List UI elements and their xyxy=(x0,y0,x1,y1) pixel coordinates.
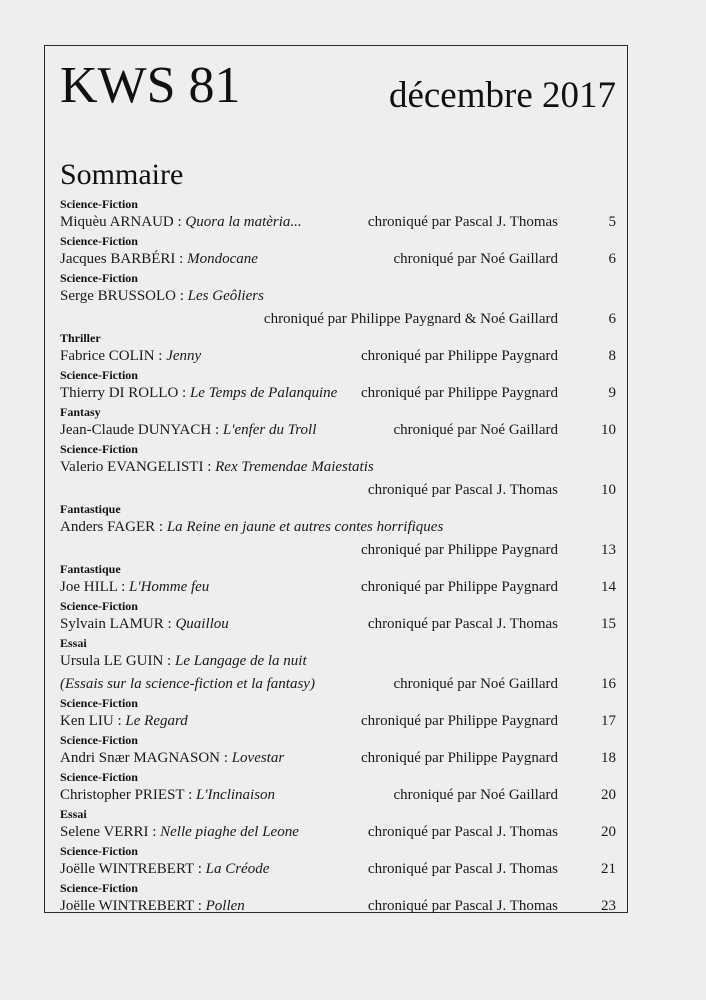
entry-chronicler: chroniqué par Philippe Paygnard xyxy=(360,348,558,364)
toc-entry xyxy=(60,696,616,733)
entry-genre: Science-Fiction xyxy=(60,197,138,211)
entry-title: Jenny xyxy=(166,348,202,364)
toc-entry xyxy=(60,234,616,271)
entry-line xyxy=(60,456,616,479)
entry-genre: Fantasy xyxy=(60,405,101,419)
entry-title: Rex Tremendae Maiestatis xyxy=(215,459,374,475)
entry-genre: Essai xyxy=(60,807,87,821)
entry-genre: Science-Fiction xyxy=(60,599,138,613)
toc-entry xyxy=(60,368,616,405)
entry-chronicler: chroniqué par Pascal J. Thomas xyxy=(367,616,558,632)
entry-line xyxy=(60,285,616,308)
entry-line xyxy=(60,895,616,918)
entry-chronicler: chroniqué par Noé Gaillard xyxy=(393,251,558,267)
entry-author: Ursula LE GUIN : xyxy=(60,653,175,669)
entry-line xyxy=(60,419,616,442)
entry-page: 18 xyxy=(601,750,616,766)
entry-line xyxy=(60,516,616,539)
entry-line xyxy=(60,382,616,405)
toc-entry xyxy=(60,599,616,636)
entry-author: Christopher PRIEST : xyxy=(60,787,196,803)
entry-author: Sylvain LAMUR : xyxy=(60,616,176,632)
entry-genre: Essai xyxy=(60,636,87,650)
toc-entry xyxy=(60,442,616,502)
entry-chronicler: chroniqué par Noé Gaillard xyxy=(393,787,558,803)
toc-heading: Sommaire xyxy=(60,158,184,191)
toc-entry xyxy=(60,562,616,599)
entry-author: Valerio EVANGELISTI : xyxy=(60,459,216,475)
entry-line xyxy=(60,821,616,844)
entry-chronicler: chroniqué par Noé Gaillard xyxy=(393,676,558,692)
entry-line xyxy=(60,858,616,881)
entry-title: La Reine en jaune et autres contes horrifiques xyxy=(166,519,444,535)
entry-title: L'Homme feu xyxy=(129,579,210,595)
entry-chronicler: chroniqué par Philippe Paygnard xyxy=(360,750,558,766)
entry-title: L'Inclinaison xyxy=(195,787,276,803)
entry-author: Ken LIU : xyxy=(60,713,126,729)
entry-line xyxy=(60,539,616,562)
entry-page: 16 xyxy=(601,676,616,692)
entry-title: La Créode xyxy=(205,861,270,877)
entry-author: Miquèu ARNAUD : xyxy=(60,214,186,230)
entry-line xyxy=(60,211,616,234)
entry-line xyxy=(60,747,616,770)
entry-page: 13 xyxy=(601,542,616,558)
toc-entry xyxy=(60,502,616,562)
entry-title: Le Temps de Palanquine xyxy=(189,385,338,401)
entry-genre: Fantastique xyxy=(60,502,121,516)
header xyxy=(60,57,616,120)
entry-genre: Science-Fiction xyxy=(60,271,138,285)
entry-genre: Science-Fiction xyxy=(60,770,138,784)
entry-page: 20 xyxy=(601,824,616,840)
entry-author: Thierry DI ROLLO : xyxy=(60,385,190,401)
entry-page: 8 xyxy=(608,348,616,364)
entry-line xyxy=(60,650,616,673)
entry-subtitle: (Essais sur la science-fiction et la fantasy) xyxy=(60,676,315,692)
entry-line xyxy=(60,308,616,331)
entry-chronicler: chroniqué par Pascal J. Thomas xyxy=(367,898,558,914)
entry-page: 21 xyxy=(601,861,616,877)
entry-chronicler: chroniqué par Philippe Paygnard xyxy=(360,542,558,558)
entry-chronicler: chroniqué par Pascal J. Thomas xyxy=(367,861,558,877)
issue-date: décembre 2017 xyxy=(388,75,616,116)
entry-line xyxy=(60,673,616,696)
entry-line xyxy=(60,784,616,807)
entry-title: Le Regard xyxy=(125,713,188,729)
toc-list xyxy=(60,197,616,918)
entry-title: Pollen xyxy=(205,898,245,914)
entry-chronicler: chroniqué par Pascal J. Thomas xyxy=(367,482,558,498)
entry-author: Fabrice COLIN : xyxy=(60,348,167,364)
entry-genre: Science-Fiction xyxy=(60,844,138,858)
entry-page: 10 xyxy=(601,422,616,438)
entry-page: 6 xyxy=(608,251,616,267)
entry-title: Quora la matèria... xyxy=(185,214,302,230)
entry-genre: Science-Fiction xyxy=(60,696,138,710)
entry-line xyxy=(60,576,616,599)
entry-title: L'enfer du Troll xyxy=(222,422,317,438)
toc-entry xyxy=(60,405,616,442)
entry-author: Serge BRUSSOLO : xyxy=(60,288,188,304)
entry-page: 23 xyxy=(601,898,616,914)
entry-chronicler: chroniqué par Philippe Paygnard xyxy=(360,579,558,595)
toc-entry xyxy=(60,844,616,881)
issue-title: KWS 81 xyxy=(60,57,241,114)
entry-author: Joe HILL : xyxy=(60,579,130,595)
entry-author: Anders FAGER : xyxy=(60,519,167,535)
toc-entry xyxy=(60,881,616,918)
entry-genre: Science-Fiction xyxy=(60,442,138,456)
entry-author: Joëlle WINTREBERT : xyxy=(60,861,206,877)
toc-entry xyxy=(60,271,616,331)
toc-entry xyxy=(60,807,616,844)
entry-author: Jacques BARBÉRI : xyxy=(60,251,188,267)
entry-chronicler: chroniqué par Philippe Paygnard xyxy=(360,385,558,401)
entry-line xyxy=(60,710,616,733)
entry-author: Joëlle WINTREBERT : xyxy=(60,898,206,914)
entry-genre: Thriller xyxy=(60,331,101,345)
entry-page: 15 xyxy=(601,616,616,632)
entry-chronicler: chroniqué par Philippe Paygnard xyxy=(360,713,558,729)
entry-line xyxy=(60,248,616,271)
entry-page: 9 xyxy=(608,385,616,401)
entry-chronicler: chroniqué par Noé Gaillard xyxy=(393,422,558,438)
entry-chronicler: chroniqué par Pascal J. Thomas xyxy=(367,214,558,230)
toc-entry xyxy=(60,770,616,807)
entry-author: Andri Snær MAGNASON : xyxy=(60,750,232,766)
entry-title: Les Geôliers xyxy=(187,288,264,304)
entry-author: Jean-Claude DUNYACH : xyxy=(60,422,223,438)
toc-entry xyxy=(60,331,616,368)
entry-title: Le Langage de la nuit xyxy=(174,653,307,669)
entry-genre: Fantastique xyxy=(60,562,121,576)
entry-title: Mondocane xyxy=(187,251,258,267)
entry-chronicler: chroniqué par Philippe Paygnard & Noé Gaillard xyxy=(263,311,558,327)
entry-page: 6 xyxy=(608,311,616,327)
entry-page: 14 xyxy=(601,579,616,595)
entry-page: 17 xyxy=(601,713,616,729)
entry-line xyxy=(60,479,616,502)
entry-line xyxy=(60,345,616,368)
entry-title: Nelle piaghe del Leone xyxy=(160,824,299,840)
entry-author: Selene VERRI : xyxy=(60,824,161,840)
entry-page: 20 xyxy=(601,787,616,803)
entry-page: 10 xyxy=(601,482,616,498)
entry-genre: Science-Fiction xyxy=(60,733,138,747)
entry-genre: Science-Fiction xyxy=(60,234,138,248)
entry-genre: Science-Fiction xyxy=(60,368,138,382)
entry-page: 5 xyxy=(608,214,616,230)
entry-chronicler: chroniqué par Pascal J. Thomas xyxy=(367,824,558,840)
entry-title: Lovestar xyxy=(231,750,285,766)
toc-entry xyxy=(60,733,616,770)
entry-line xyxy=(60,613,616,636)
toc-entry xyxy=(60,636,616,696)
entry-genre: Science-Fiction xyxy=(60,881,138,895)
entry-title: Quaillou xyxy=(175,616,229,632)
toc-entry xyxy=(60,197,616,234)
